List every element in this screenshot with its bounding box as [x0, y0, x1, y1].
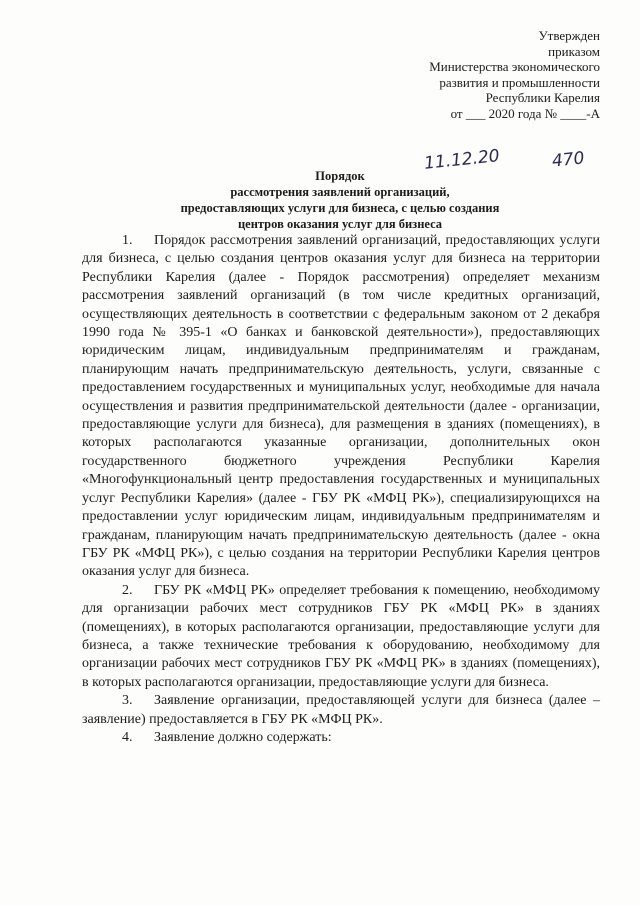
title-line-3: предоставляющих услуги для бизнеса, с целью создания: [180, 201, 500, 215]
paragraph-number: 2.: [122, 582, 133, 598]
paragraph-number: 4.: [122, 729, 133, 745]
date-prefix: от: [450, 105, 463, 121]
approval-line-order: приказом: [548, 43, 600, 59]
approval-line-ministry: Министерства экономического: [429, 59, 600, 74]
title-line-1: Порядок: [315, 169, 365, 183]
date-blank: ___: [465, 105, 486, 121]
handwritten-date: 11.12.20: [423, 146, 501, 174]
handwritten-number: 470: [550, 148, 585, 172]
paragraph-text: ГБУ РК «МФЦ РК» определяет требования к помещению, необходимому для организации рабочих мест сотрудников ГБУ РК «МФЦ РК» в зданиях (помещениях), в которых располагаются организации, предоставляющие услуги для бизнеса, а также технические требования к оборудованию, необходимому для организации рабочих мест сотрудников ГБУ РК «МФЦ РК» в зданиях (помещениях), в которых располагаются организации, предоставляющие услуги для бизнеса.: [82, 582, 600, 690]
number-suffix: -А: [586, 105, 600, 121]
document-title: [80, 168, 600, 232]
paragraph-2: [82, 582, 600, 692]
document-body: [82, 232, 600, 747]
paragraph-number: 3.: [122, 693, 133, 709]
paragraph-1: [82, 232, 600, 582]
paragraph-text: Заявление должно содержать:: [154, 729, 332, 745]
paragraph-text: Порядок рассмотрения заявлений организаций, предоставляющих услуги для бизнеса, с целью создания центров оказания услуг для бизнеса на территории Республики Карелия (далее - Порядок рассмотрения) определяет механизм рассмотрения заявлений организаций (в том числе кредитных организаций, осуществляющих деятельность в соответствии с федеральным законом от 2 декабря 1990 года № 395-1 «О банках и банковской деятельности»), предоставляющих юридическим лицам, индивидуальным предпринимателям и гражданам, планирующим начать предпринимательскую деятельность, услуги, связанные с предоставлением государственных и муниципальных услуг, необходимые для начала осуществления и развития предпринимательской деятельности (далее - организации, предоставляющие услуги для бизнеса), для размещения в зданиях (помещениях), в которых располагаются указанные организации, дополнительных окон государственного бюджетного учреждения Республики Карелия «Многофункциональный центр предоставления государственных и муниципальных услуг Республики Карелия» (далее - ГБУ РК «МФЦ РК»), специализирующихся на предоставлении услуг юридическим лицам, индивидуальным предпринимателям и гражданам, планирующим начать предпринимательскую деятельность (далее - окна ГБУ РК «МФЦ РК»), с целью создания на территории Республики Карелия центров оказания услуг для бизнеса.: [82, 233, 600, 580]
paragraph-4: [82, 729, 600, 747]
approval-line-development: развития и промышленности: [439, 74, 600, 90]
paragraph-number: 1.: [122, 233, 133, 248]
title-line-2: рассмотрения заявлений организаций,: [230, 185, 450, 199]
approval-date-line: [360, 106, 600, 122]
number-blank: ____: [560, 105, 587, 121]
approval-stamp: [360, 28, 600, 121]
paragraph-3: [82, 692, 600, 729]
title-line-4: центров оказания услуг для бизнеса: [237, 217, 443, 231]
paragraph-text: Заявление организации, предоставляющей услуги для бизнеса (далее – заявление) предоставляется в ГБУ РК «МФЦ РК».: [82, 693, 600, 727]
approval-line-approved: Утвержден: [538, 28, 600, 43]
date-year: 2020 года №: [488, 105, 558, 121]
approval-line-republic: Республики Карелия: [485, 90, 600, 105]
